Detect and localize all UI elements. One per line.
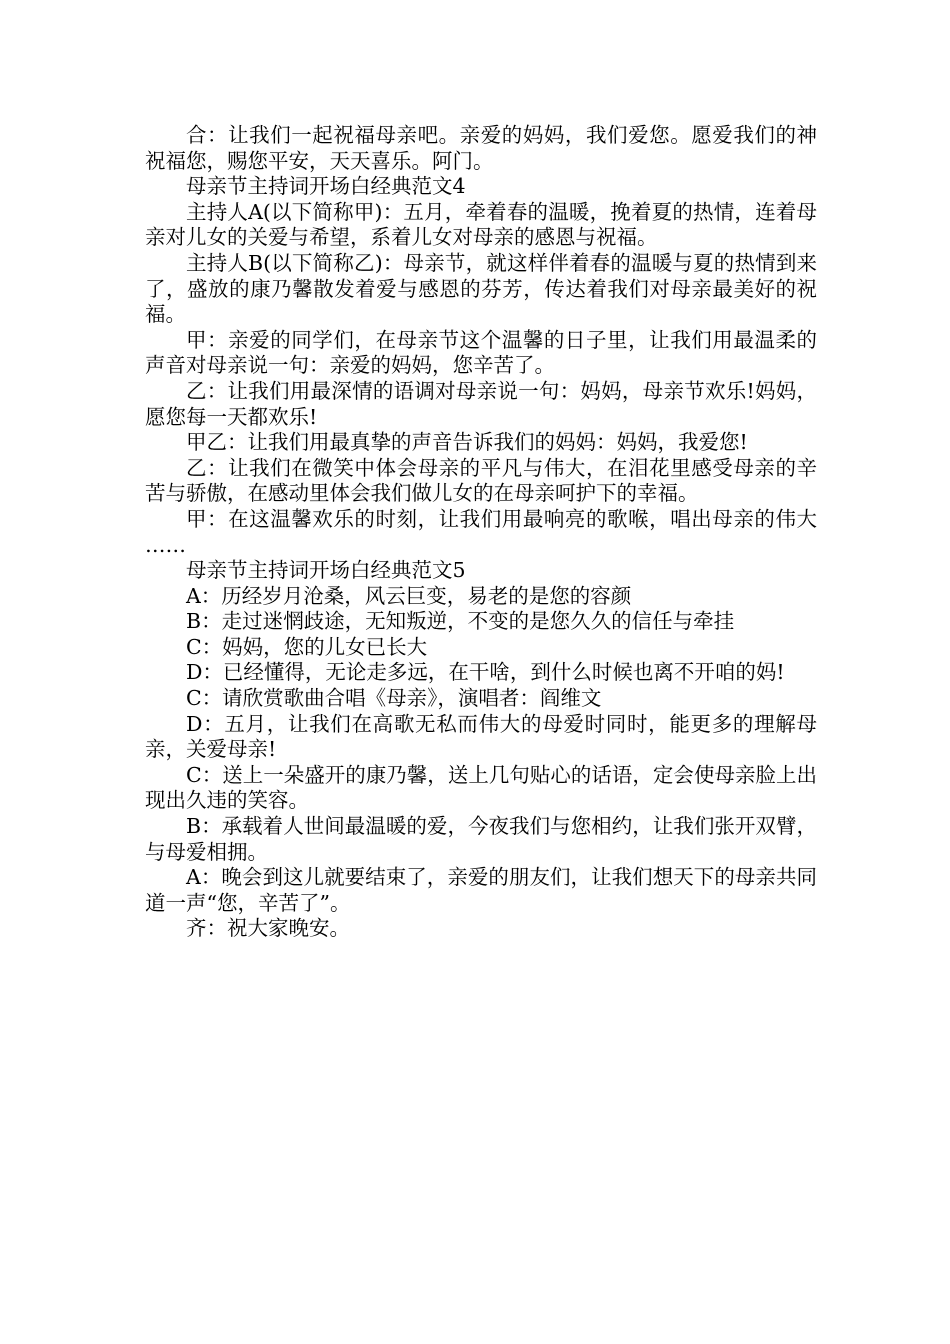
document-body (145, 123, 817, 942)
paragraph: 乙：让我们在微笑中体会母亲的平凡与伟大，在泪花里感受母亲的辛苦与骄傲，在感动里体会我们做儿女的在母亲呵护下的幸福。 (145, 455, 817, 506)
paragraph: C：妈妈，您的儿女已长大 (186, 634, 428, 659)
paragraph-closing-blessing: 合：让我们一起祝福母亲吧。亲爱的妈妈，我们爱您。愿爱我们的神祝福您，赐您平安，天天喜乐。阿门。 (145, 123, 817, 173)
paragraph: A：晚会到这儿就要结束了，亲爱的朋友们，让我们想天下的母亲共同道一声“您，辛苦了”。 (145, 865, 817, 915)
section-heading-sample-5: 母亲节主持词开场白经典范文5 (186, 558, 466, 583)
paragraph: 主持人B(以下简称乙)：母亲节，就这样伴着春的温暖与夏的热情到来了，盛放的康乃馨散发着爱与感恩的芬芳，传达着我们对母亲最美好的祝福。 (145, 250, 817, 327)
paragraph: 甲：亲爱的同学们，在母亲节这个温馨的日子里，让我们用最温柔的声音对母亲说一句：亲爱的妈妈，您辛苦了。 (145, 327, 817, 378)
paragraph: D：五月，让我们在高歌无私而伟大的母爱时同时，能更多的理解母亲，关爱母亲! (145, 711, 817, 762)
paragraph: A：历经岁月沧桑，风云巨变，易老的是您的容颜 (186, 583, 632, 608)
paragraph: 主持人A(以下简称甲)：五月，牵着春的温暖，挽着夏的热情，连着母亲对儿女的关爱与希望，系着儿女对母亲的感恩与祝福。 (145, 199, 817, 250)
paragraph: C：送上一朵盛开的康乃馨，送上几句贴心的话语，定会使母亲脸上出现出久违的笑容。 (145, 762, 817, 813)
paragraph-final-goodnight: 齐：祝大家晚安。 (186, 916, 350, 941)
paragraph: B：承载着人世间最温暖的爱，今夜我们与您相约，让我们张开双臂，与母爱相拥。 (145, 814, 817, 864)
paragraph: D：已经懂得，无论走多远，在干啥，到什么时候也离不开咱的妈! (186, 660, 785, 685)
paragraph: 甲乙：让我们用最真挚的声音告诉我们的妈妈：妈妈，我爱您! (186, 430, 748, 455)
paragraph: 甲：在这温馨欢乐的时刻，让我们用最响亮的歌喉，唱出母亲的伟大…… (145, 506, 817, 557)
paragraph: 乙：让我们用最深情的语调对母亲说一句：妈妈，母亲节欢乐!妈妈，愿您每一天都欢乐! (145, 378, 817, 429)
paragraph: B：走过迷惘歧途，无知叛逆，不变的是您久久的信任与牵挂 (186, 609, 735, 634)
section-heading-sample-4: 母亲节主持词开场白经典范文4 (186, 174, 466, 199)
paragraph: C：请欣赏歌曲合唱《母亲》，演唱者：阎维文 (186, 686, 602, 711)
